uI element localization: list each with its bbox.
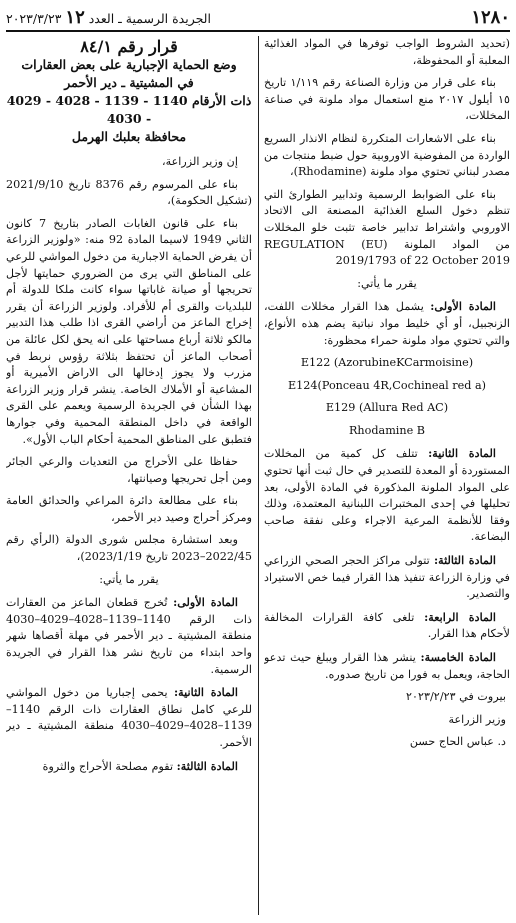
article-text: تتلف كل كمية من المخللات المستوردة أو المعدة للتصدير في حال ثبت أنها تحتوي على المواد الملونة المذكورة في المادة الأولى، بعد تحليلها في إحدى المختبرات اللبنانية المعتمدة، وذلك وفقا للأنظمة المرعية الاجراء وعلى نفقة صاحب البضاعة.: [264, 447, 510, 544]
running-head-date: ٢٠٢٣/٣/٢٣: [6, 10, 62, 26]
article-label: المادة الثالثة:: [433, 553, 496, 568]
article-text: تتولى مراكز الحجر الصحي الزراعي في وزارة الزراعة تنفيذ هذا القرار فيما خص الاستيراد والتصدير.: [264, 554, 510, 601]
paragraph: وبعد استشارة مجلس شورى الدولة (الرأي رقم 2022/45–2023 تاريخ 2023/1/19)،: [6, 533, 252, 564]
column-divider: [258, 36, 259, 915]
article-2: [6, 684, 252, 751]
article-2: [264, 445, 510, 546]
article-1: [264, 298, 510, 349]
decision-title-parcels: ذات الأرقام 1140 - 1139 - 4028 - 4029 - 4030: [6, 93, 252, 126]
paragraph: بناء على قانون الغابات الصادر بتاريخ 7 كانون الثاني 1949 لاسيما المادة 92 منه: «ولوزير الزراعة أن يفرض الحماية الاجبارية من دخول المواشي للرعي على المناطق التي يرى من الضروري حمايتها لأجل تحريجها أو صيانة غاباتها سواء كانت ملكا للدولة أم للبلديات والقرى أم للأفراد. ولوزير الزراعة أن يقرر إخراج الماعز من أراضي القرى اذا طلب هذا التدبير مالكو ثلاثة أرباع مساحتها على انه يحق لكل عائلة من أصحاب الماعز أن تحتفظ بثلاثة رؤوس نربط في مزرب ولا يجوز إدخالها الى الاراض الأميرية أو المشاعية أو الأملاك الخاصة. ينشر قرار وزير الزراعة بهذا الشأن في الجريدة الرسمية ويعمم على القرى الواقعة في داخل المنطقة المحمية وفي جوارها فتطبق على المناطق المحمية أحكام الباب الأول».: [6, 216, 252, 446]
article-5: [264, 649, 510, 683]
additive-e124: E124(Ponceau 4R,Cochineal red a): [287, 378, 486, 392]
article-4: [264, 609, 510, 643]
decision-title-location: في المشيتية ـ دير الأحمر: [64, 75, 194, 90]
article-label: المادة الثانية:: [428, 446, 496, 461]
article-1: [6, 594, 252, 678]
article-text: يشمل هذا القرار مخللات اللفت، الزنجبيل، أو أي خليط مواد نباتية يضم هذه الأنواع، والتي تحتوي مواد ملونة حمراء محظورة:: [264, 300, 510, 347]
article-label: المادة الثانية:: [174, 685, 238, 700]
additive-rhodamine: Rhodamine B: [349, 423, 425, 437]
decision-title: وضع الحماية الإجبارية على بعض العقارات: [21, 57, 237, 72]
issue-number: ١٢: [65, 6, 85, 28]
left-column: [6, 36, 252, 915]
article-3: [6, 758, 252, 776]
signature-name: د. عباس الحاج حسن: [409, 735, 506, 749]
article-3: [264, 552, 510, 603]
article-text: تلغى كافة القرارات المخالفة لأحكام هذا القرار.: [264, 610, 510, 641]
paragraph: حفاظا على الأحراج من التعديات والرعي الجائر ومن أجل تحريجها وصيانتها،: [6, 455, 252, 485]
article-text: يحمى إجباريا من دخول المواشي للرعي كامل نطاق العقارات ذات الرقم 1140–1139–4028–4029–4030 منطقة المشيتية ـ دير الأحمر.: [6, 686, 252, 749]
article-text: تقوم مصلحة الأحراج والثروة: [42, 759, 177, 773]
additive-e129: E129 (Allura Red AC): [325, 401, 449, 415]
article-text: تُخرج قطعان الماعز من العقارات ذات الرقم 1140–1139–4028–4029–4030 منطقة المشيتية ـ دير الأحمر في مهلة أقصاها شهر واحد ابتداء من تاريخ نشر هذا القرار في الجريدة الرسمية.: [6, 596, 252, 676]
article-label: المادة الأولى:: [173, 595, 238, 610]
paragraph: بناء على المرسوم رقم 8376 تاريخ 2021/9/10 (تشكيل الحكومة)،: [6, 177, 252, 208]
paragraph: (تحديد الشروط الواجب توفرها في المواد الغذائية المعلبة أو المحفوظة،: [264, 37, 510, 67]
decision-title-block: [6, 38, 252, 146]
paragraph: بناء على الاشعارات المتكررة لنظام الانذار السريع الواردة من المفوضية الاوروبية حول ضبط منتجات من مصدر لبناني تحتوي مواد ملونة (Rhodamine)،: [264, 131, 510, 179]
paragraph: إن وزير الزراعة،: [161, 155, 238, 168]
article-label: المادة الرابعة:: [424, 609, 496, 624]
paragraph: بناء على الضوابط الرسمية وتدابير الطوارئ التي تنظم دخول السلع الغذائية المصنعة الى الاتحاد الاوروبي واشتراط تدابير خاصة تثبت خلو المخللات من المواد الملونة REGULATION (EU) 2019/1793 of 22 October 2019: [264, 187, 510, 268]
decides-heading: يقرر ما يأتي:: [357, 276, 417, 290]
decision-number: قرار رقم ٨٤/١: [80, 37, 178, 56]
decision-title-governorate: محافظة بعلبك الهرمل: [71, 129, 187, 144]
running-head: [6, 7, 211, 28]
place-date: بيروت في ٢٠٢٣/٢/٢٣: [406, 690, 506, 704]
paragraph: بناء على مطالعة دائرة المراعي والحدائق العامة ومركز أحراج وصيد دير الأحمر،: [6, 494, 252, 524]
signature-title: وزير الزراعة: [448, 712, 506, 726]
article-text: ينشر هذا القرار ويبلغ حيث تدعو الحاجة، ويعمل به فورا من تاريخ صدوره.: [264, 651, 510, 681]
page-header: [6, 4, 510, 32]
paragraph: بناء على قرار من وزارة الصناعة رقم ١/١١٩ تاريخ ١٥ أيلول ٢٠١٧ منع استعمال مواد ملونة في صناعة المخللات،: [264, 76, 510, 123]
right-column: [264, 36, 510, 915]
decides-heading: يقرر ما يأتي:: [99, 572, 159, 586]
page-number: ١٢٨٠: [471, 6, 510, 28]
article-label: المادة الخامسة:: [420, 650, 496, 664]
running-head-title: الجريدة الرسمية ـ العدد: [88, 10, 211, 26]
additive-e122: E122 (AzorubineKCarmoisine): [300, 356, 474, 370]
article-label: المادة الثالثة:: [176, 758, 238, 773]
article-label: المادة الأولى:: [430, 299, 496, 314]
